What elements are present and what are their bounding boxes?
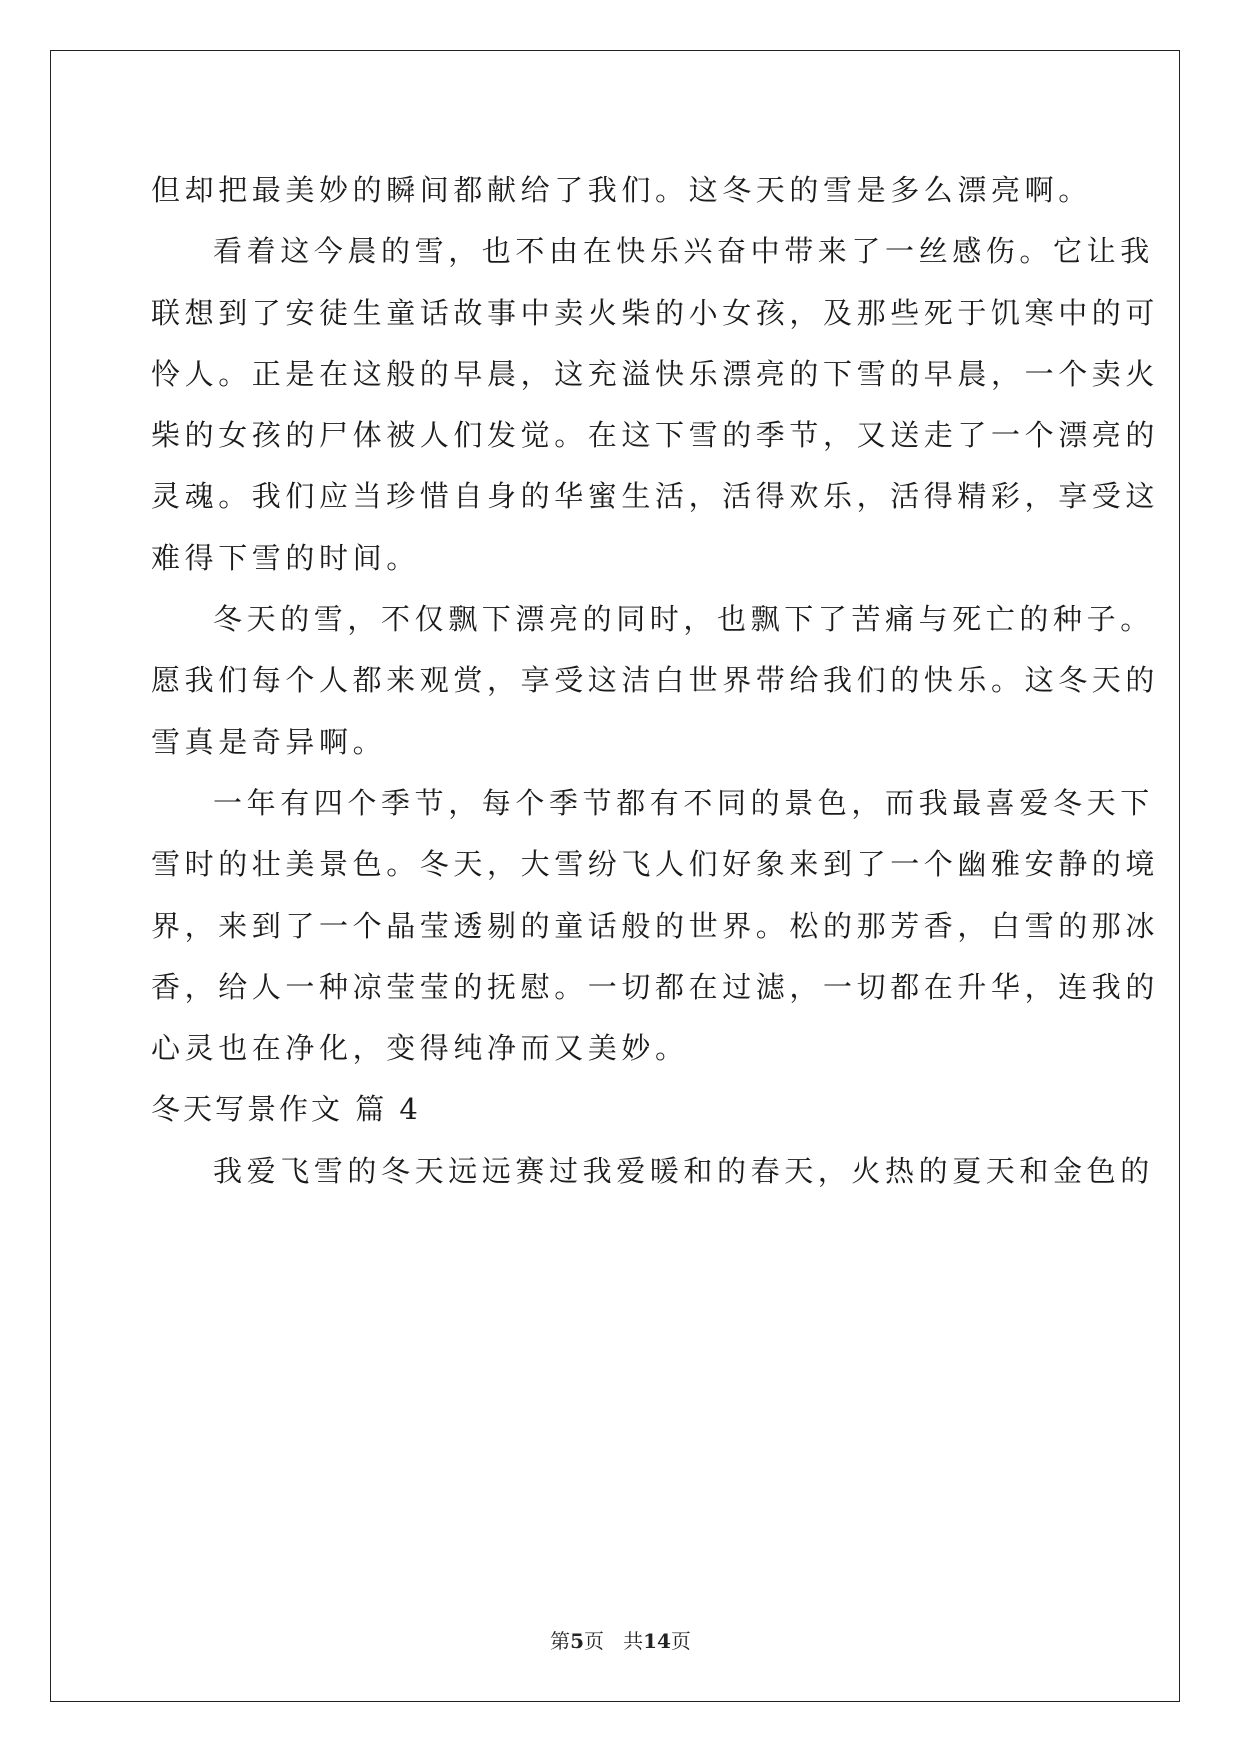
paragraph-start-line: 看着这今晨的雪，也不由在快乐兴奋中带来了一丝感伤。它让我 <box>213 234 1154 269</box>
document-body <box>151 160 1160 1202</box>
text-line: 难得下雪的时间。 <box>151 540 420 575</box>
text-line: 雪时的壮美景色。冬天，大雪纷飞人们好象来到了一个幽雅安静的境 <box>151 847 1160 882</box>
text-line: 心灵也在净化，变得纯净而又美妙。 <box>151 1031 689 1066</box>
footer-page-suffix: 页 <box>584 1629 604 1653</box>
footer-total-prefix: 共 <box>623 1629 644 1653</box>
footer-prefix: 第 <box>550 1629 571 1653</box>
paragraph-start-line: 一年有四个季节，每个季节都有不同的景色，而我最喜爱冬天下 <box>213 785 1154 820</box>
text-line: 柴的女孩的尸体被人们发觉。在这下雪的季节，又送走了一个漂亮的 <box>151 418 1160 453</box>
text-line: 愿我们每个人都来观赏，享受这洁白世界带给我们的快乐。这冬天的 <box>151 663 1160 698</box>
page-footer <box>0 1625 1241 1654</box>
text-line: 香，给人一种凉莹莹的抚慰。一切都在过滤，一切都在升华，连我的 <box>151 969 1160 1004</box>
paragraph-start-line: 我爱飞雪的冬天远远赛过我爱暖和的春天，火热的夏天和金色的 <box>213 1153 1154 1188</box>
total-page-count: 14 <box>643 1629 671 1653</box>
current-page-number: 5 <box>570 1629 584 1653</box>
text-line: 雪真是奇异啊。 <box>151 724 387 759</box>
text-line: 界，来到了一个晶莹透剔的童话般的世界。松的那芳香，白雪的那冰 <box>151 908 1160 943</box>
text-line: 怜人。正是在这般的早晨，这充溢快乐漂亮的下雪的早晨，一个卖火 <box>151 356 1160 391</box>
footer-total-suffix: 页 <box>670 1629 691 1653</box>
text-line: 联想到了安徒生童话故事中卖火柴的小女孩，及那些死于饥寒中的可 <box>151 295 1160 330</box>
paragraph-start-line: 冬天的雪，不仅飘下漂亮的同时，也飘下了苦痛与死亡的种子。 <box>213 602 1154 637</box>
text-line: 但却把最美妙的瞬间都献给了我们。这冬天的雪是多么漂亮啊。 <box>151 173 1092 207</box>
section-heading: 冬天写景作文 篇 4 <box>151 1092 421 1127</box>
text-line: 灵魂。我们应当珍惜自身的华蜜生活，活得欢乐，活得精彩，享受这 <box>151 479 1160 514</box>
